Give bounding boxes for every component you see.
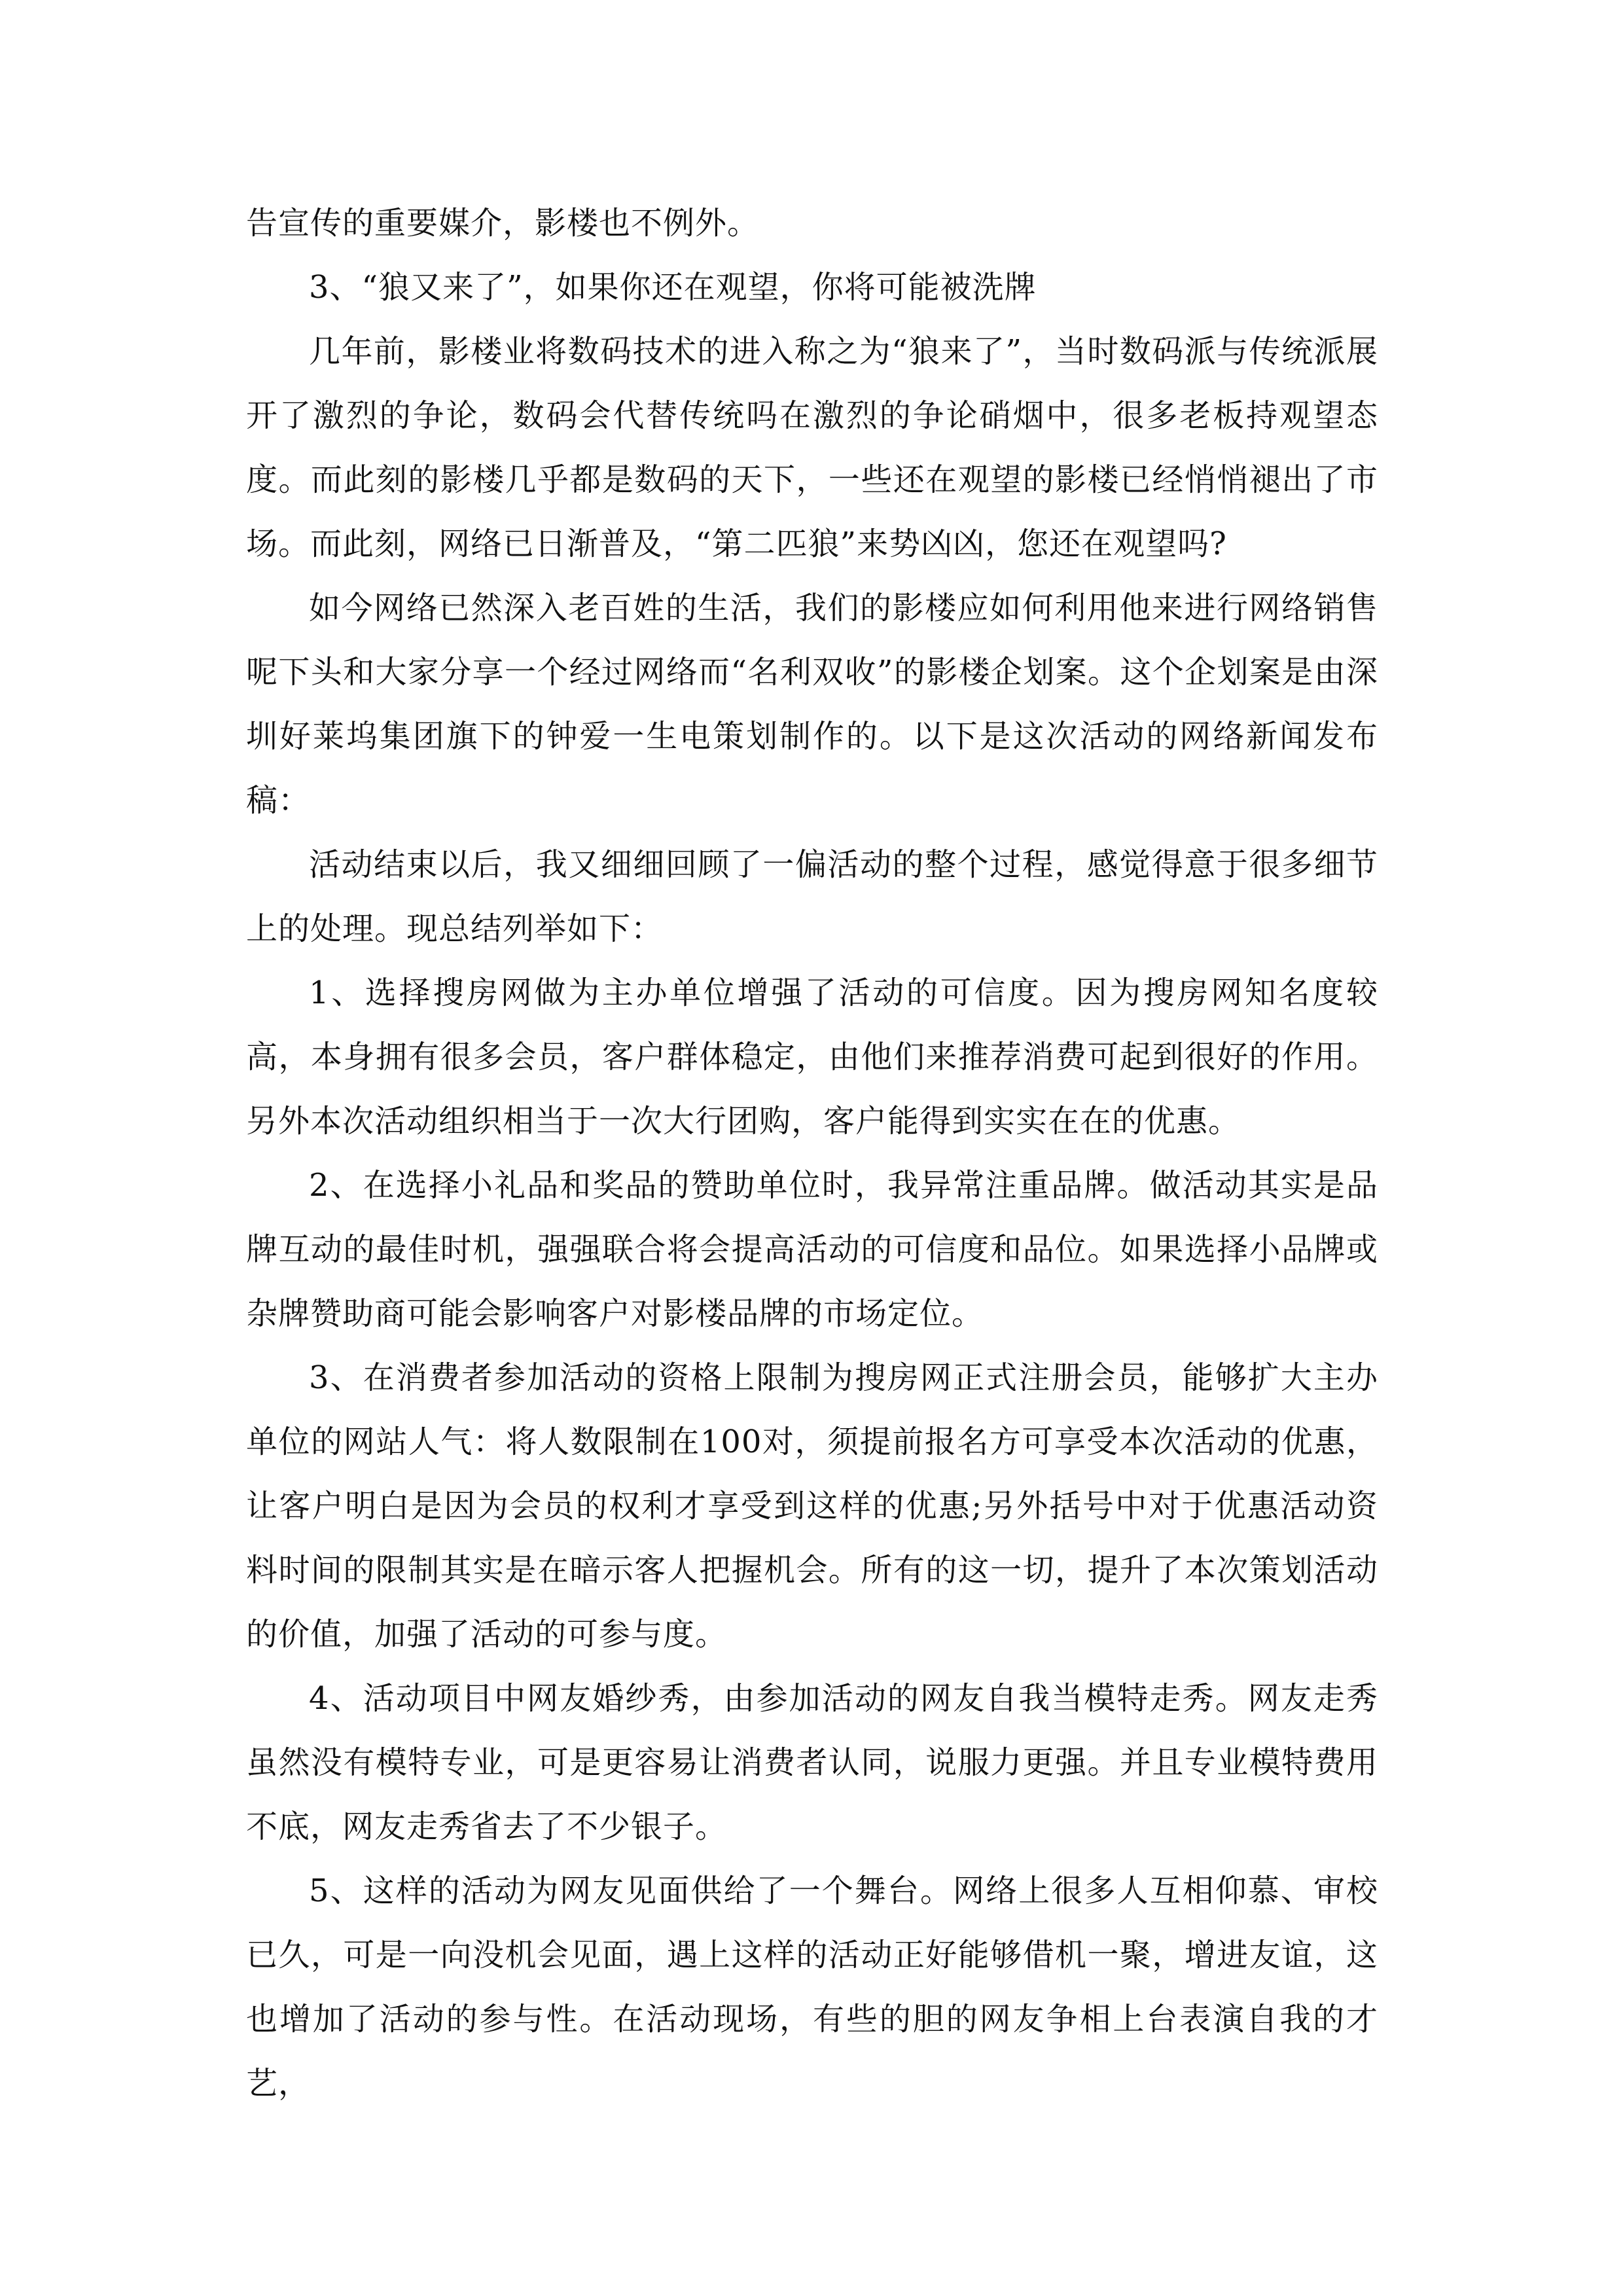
paragraph-1: 告宣传的重要媒介，影楼也不例外。	[246, 205, 760, 242]
paragraph-5: 活动结束以后，我又细细回顾了一偏活动的整个过程，感觉得意于很多细节上的处理。现总结列举如下：	[246, 846, 1378, 947]
paragraph-10: 5、这样的活动为网友见面供给了一个舞台。网络上很多人互相仰慕、审校已久，可是一向没机会见面，遇上这样的活动正好能够借机一聚，增进友谊，这也增加了活动的参与性。在活动现场，有些的胆的网友争相上台表演自我的才艺，	[246, 1873, 1378, 2102]
paragraph-2-heading: 3、“狼又来了”，如果你还在观望，你将可能被洗牌	[309, 269, 1037, 306]
paragraph-4: 如今网络已然深入老百姓的生活，我们的影楼应如何利用他来进行网络销售呢下头和大家分享一个经过网络而“名利双收”的影楼企划案。这个企划案是由深圳好莱坞集团旗下的钟爱一生电策划制作的。以下是这次活动的网络新闻发布稿：	[246, 590, 1378, 819]
paragraph-8: 3、在消费者参加活动的资格上限制为搜房网正式注册会员，能够扩大主办单位的网站人气：将人数限制在100对，须提前报名方可享受本次活动的优惠，让客户明白是因为会员的权利才享受到这样的优惠;另外括号中对于优惠活动资料时间的限制其实是在暗示客人把握机会。所有的这一切，提升了本次策划活动的价值，加强了活动的可参与度。	[246, 1359, 1378, 1653]
paragraph-3: 几年前，影楼业将数码技术的进入称之为“狼来了”，当时数码派与传统派展开了激烈的争论，数码会代替传统吗在激烈的争论硝烟中，很多老板持观望态度。而此刻的影楼几乎都是数码的天下，一些还在观望的影楼已经悄悄褪出了市场。而此刻，网络已日渐普及，“第二匹狼”来势凶凶，您还在观望吗?	[246, 333, 1378, 562]
paragraph-7: 2、在选择小礼品和奖品的赞助单位时，我异常注重品牌。做活动其实是品牌互动的最佳时机，强强联合将会提高活动的可信度和品位。如果选择小品牌或杂牌赞助商可能会影响客户对影楼品牌的市场定位。	[246, 1167, 1378, 1332]
body-text	[246, 191, 1378, 2115]
paragraph-9: 4、活动项目中网友婚纱秀，由参加活动的网友自我当模特走秀。网友走秀虽然没有模特专业，可是更容易让消费者认同，说服力更强。并且专业模特费用不底，网友走秀省去了不少银子。	[246, 1680, 1378, 1845]
paragraph-6: 1、选择搜房网做为主办单位增强了活动的可信度。因为搜房网知名度较高，本身拥有很多会员，客户群体稳定，由他们来推荐消费可起到很好的作用。另外本次活动组织相当于一次大行团购，客户能得到实实在在的优惠。	[246, 975, 1378, 1139]
